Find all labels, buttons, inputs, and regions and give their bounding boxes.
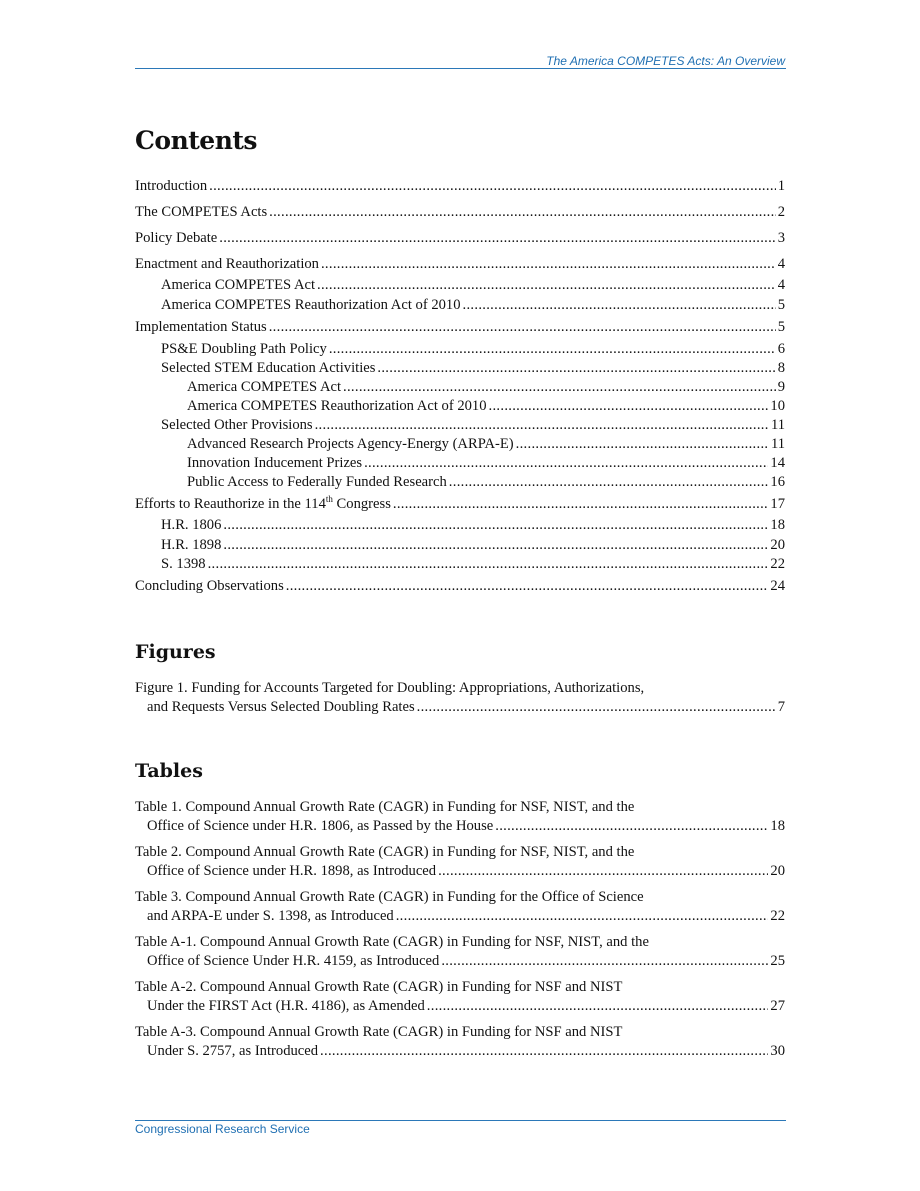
toc-entry-title: America COMPETES Reauthorization Act of 2010 — [187, 398, 487, 414]
entry-title-line2: Office of Science under H.R. 1806, as Passed by the House — [147, 818, 494, 834]
toc-entry-title: PS&E Doubling Path Policy — [161, 341, 327, 357]
figures-list — [135, 679, 785, 717]
toc-entry-efforts-reauthorize[interactable] — [135, 495, 785, 516]
toc-entry-title: Public Access to Federally Funded Research — [187, 474, 447, 490]
leader-dots — [320, 1042, 768, 1061]
toc-entry-hr-1806[interactable] — [135, 516, 785, 536]
toc-page-number: 16 — [770, 474, 785, 490]
toc-entry-reauthorization-2010[interactable] — [135, 296, 785, 318]
toc-entry-policy-debate[interactable] — [135, 229, 785, 255]
toc-entry-concluding[interactable] — [135, 577, 785, 597]
toc-page-number: 5 — [777, 319, 785, 335]
toc-page-number: 27 — [770, 998, 785, 1014]
toc-entry-s-1398[interactable] — [135, 555, 785, 577]
toc-entry-america-competes-act[interactable] — [135, 276, 785, 296]
toc-page-number: 22 — [770, 556, 785, 572]
leader-dots — [427, 997, 769, 1016]
entry-title-line2: Under the FIRST Act (H.R. 4186), as Amended — [147, 998, 425, 1014]
leader-dots — [364, 454, 768, 473]
toc-entry-title: Concluding Observations — [135, 578, 284, 594]
toc-entry-stem-america-competes-act[interactable] — [135, 378, 785, 397]
footer-publisher: Congressional Research Service — [135, 1122, 310, 1136]
toc-entry-title: Policy Debate — [135, 230, 218, 246]
toc-page-number: 8 — [777, 360, 785, 376]
toc-page-number: 11 — [770, 417, 785, 433]
footer-rule — [135, 1120, 786, 1121]
toc-entry-title: S. 1398 — [161, 556, 206, 572]
leader-dots — [269, 203, 776, 222]
title-text: Congress — [332, 496, 391, 512]
leader-dots — [219, 229, 775, 248]
entry-title-line1: Table 2. Compound Annual Growth Rate (CAGR) in Funding for NSF, NIST, and the — [135, 844, 635, 860]
table-entry-2[interactable] — [135, 843, 785, 888]
leader-dots — [223, 516, 768, 535]
table-entry-3[interactable] — [135, 888, 785, 933]
running-header: The America COMPETES Acts: An Overview — [546, 54, 785, 68]
toc-entry-title: Advanced Research Projects Agency-Energy (ARPA-E) — [187, 436, 514, 452]
leader-dots — [441, 952, 768, 971]
toc-entry-title: H.R. 1806 — [161, 517, 222, 533]
toc-entry-title: Implementation Status — [135, 319, 267, 335]
toc-page-number: 18 — [770, 517, 785, 533]
leader-dots — [489, 397, 769, 416]
toc-page-number: 24 — [770, 578, 785, 594]
leader-dots — [209, 177, 776, 196]
toc-entry-title — [135, 495, 391, 514]
entry-title-line1: Table A-1. Compound Annual Growth Rate (CAGR) in Funding for NSF, NIST, and the — [135, 934, 649, 950]
toc-page-number: 1 — [777, 178, 785, 194]
entry-continuation — [135, 862, 785, 881]
entry-continuation — [135, 997, 785, 1016]
toc-page-number: 14 — [770, 455, 785, 471]
table-entry-a2[interactable] — [135, 978, 785, 1023]
toc-page-number: 4 — [777, 277, 785, 293]
entry-title-line1: Table A-3. Compound Annual Growth Rate (CAGR) in Funding for NSF and NIST — [135, 1024, 623, 1040]
toc-entry-title: Selected STEM Education Activities — [161, 360, 376, 376]
leader-dots — [417, 698, 776, 717]
table-entry-a3[interactable] — [135, 1023, 785, 1068]
toc-page-number: 10 — [770, 398, 785, 414]
toc-entry-enactment[interactable] — [135, 255, 785, 276]
toc-page-number: 11 — [770, 436, 785, 452]
leader-dots — [516, 435, 769, 454]
header-rule — [135, 68, 786, 69]
toc-entry-title: Introduction — [135, 178, 208, 194]
toc-entry-competes-acts[interactable] — [135, 203, 785, 229]
toc-page-number: 6 — [777, 341, 785, 357]
leader-dots — [343, 378, 776, 397]
table-entry-1[interactable] — [135, 798, 785, 843]
entry-continuation — [135, 817, 785, 836]
entry-title-line1: Figure 1. Funding for Accounts Targeted for Doubling: Appropriations, Authorizations, — [135, 680, 645, 696]
toc-page-number: 7 — [777, 699, 785, 715]
entry-title-line2: and ARPA-E under S. 1398, as Introduced — [147, 908, 394, 924]
toc-page-number: 4 — [777, 256, 785, 272]
leader-dots — [396, 907, 769, 926]
entry-continuation — [135, 698, 785, 717]
toc-entry-stem-reauthorization-2010[interactable] — [135, 397, 785, 416]
entry-title-line2: Office of Science Under H.R. 4159, as Introduced — [147, 953, 440, 969]
leader-dots — [286, 577, 769, 596]
leader-dots — [438, 862, 768, 881]
toc-page-number: 22 — [770, 908, 785, 924]
toc-entry-implementation-status[interactable] — [135, 318, 785, 340]
toc-entry-hr-1898[interactable] — [135, 536, 785, 555]
leader-dots — [317, 276, 776, 295]
toc-entry-title: Innovation Inducement Prizes — [187, 455, 363, 471]
ordinal-suffix: th — [325, 494, 333, 505]
toc-entry-title: America COMPETES Act — [187, 379, 342, 395]
leader-dots — [208, 555, 769, 574]
entry-continuation — [135, 907, 785, 926]
leader-dots — [329, 340, 776, 359]
entry-title-line2: Office of Science under H.R. 1898, as Introduced — [147, 863, 437, 879]
toc-entry-pse-doubling[interactable] — [135, 340, 785, 359]
toc-entry-title: Enactment and Reauthorization — [135, 256, 319, 272]
leader-dots — [223, 536, 768, 555]
toc-entry-title: H.R. 1898 — [161, 537, 222, 553]
toc-entry-title: Selected Other Provisions — [161, 417, 313, 433]
leader-dots — [377, 359, 775, 378]
toc-page-number: 20 — [770, 537, 785, 553]
toc-entry-title: The COMPETES Acts — [135, 204, 268, 220]
contents-list — [135, 177, 785, 597]
toc-entry-inducement-prizes[interactable] — [135, 454, 785, 473]
entry-continuation — [135, 952, 785, 971]
leader-dots — [495, 817, 768, 836]
table-entry-a1[interactable] — [135, 933, 785, 978]
leader-dots — [393, 495, 769, 514]
toc-entry-stem-education[interactable] — [135, 359, 785, 378]
toc-page-number: 18 — [770, 818, 785, 834]
leader-dots — [315, 416, 769, 435]
figure-entry-1[interactable] — [135, 679, 785, 717]
toc-entry-public-access[interactable] — [135, 473, 785, 495]
leader-dots — [269, 318, 776, 337]
toc-entry-arpa-e[interactable] — [135, 435, 785, 454]
tables-heading: Tables — [135, 760, 203, 782]
tables-list — [135, 798, 785, 1068]
entry-title-line1: Table 1. Compound Annual Growth Rate (CAGR) in Funding for NSF, NIST, and the — [135, 799, 635, 815]
entry-continuation — [135, 1042, 785, 1061]
toc-page-number: 3 — [777, 230, 785, 246]
title-text: Efforts to Reauthorize in the 114 — [135, 496, 326, 512]
toc-page-number: 20 — [770, 863, 785, 879]
entry-title-line2: and Requests Versus Selected Doubling Rates — [147, 699, 415, 715]
figures-heading: Figures — [135, 641, 216, 663]
entry-title-line2: Under S. 2757, as Introduced — [147, 1043, 319, 1059]
entry-title-line1: Table A-2. Compound Annual Growth Rate (CAGR) in Funding for NSF and NIST — [135, 979, 623, 995]
toc-page-number: 5 — [777, 297, 785, 313]
toc-entry-title: America COMPETES Act — [161, 277, 316, 293]
toc-page-number: 25 — [770, 953, 785, 969]
toc-page-number: 17 — [770, 496, 785, 512]
contents-heading: Contents — [135, 126, 258, 155]
toc-page-number: 2 — [777, 204, 785, 220]
leader-dots — [463, 296, 776, 315]
leader-dots — [449, 473, 769, 492]
toc-entry-introduction[interactable] — [135, 177, 785, 203]
leader-dots — [321, 255, 776, 274]
toc-page-number: 9 — [777, 379, 785, 395]
toc-page-number: 30 — [770, 1043, 785, 1059]
toc-entry-other-provisions[interactable] — [135, 416, 785, 435]
entry-title-line1: Table 3. Compound Annual Growth Rate (CAGR) in Funding for the Office of Science — [135, 889, 644, 905]
toc-entry-title: America COMPETES Reauthorization Act of 2010 — [161, 297, 461, 313]
